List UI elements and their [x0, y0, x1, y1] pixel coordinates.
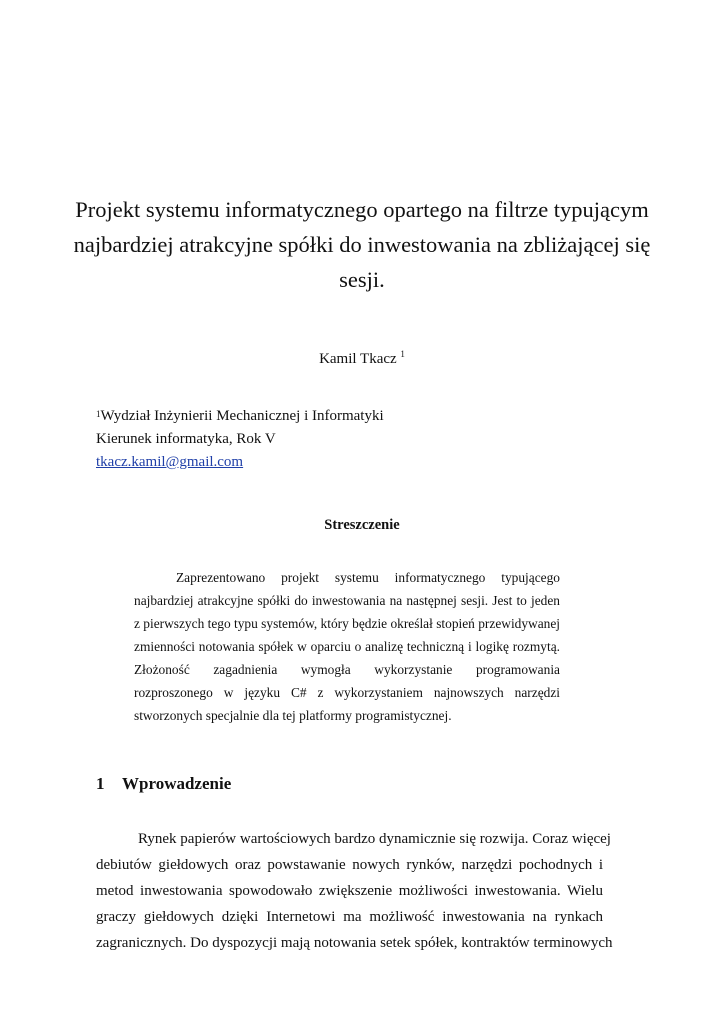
- affiliation-block: [96, 405, 384, 474]
- paper-title: [60, 192, 664, 297]
- body-line: Rynek papierów wartościowych bardzo dynamicznie się rozwija. Coraz więcej: [138, 831, 611, 847]
- affiliation-program: Kierunek informatyka, Rok V: [96, 431, 276, 447]
- body-line: graczy giełdowych dzięki Internetowi ma możliwość inwestowania na rynkach: [96, 909, 603, 925]
- abstract-line: z pierwszych tego typu systemów, który będzie określał stopień przewidywanej: [134, 616, 561, 631]
- abstract-line: rozproszonego w języku C# z wykorzystaniem najnowszych narzędzi: [134, 685, 560, 700]
- author-affiliation-marker: 1: [400, 349, 405, 359]
- abstract-line: Zaprezentowano projekt systemu informatycznego typującego: [176, 570, 560, 585]
- abstract-heading: Streszczenie: [324, 517, 400, 533]
- title-line: najbardziej atrakcyjne spółki do inwestowania na zbliżającej się: [73, 232, 651, 257]
- section-body: [96, 826, 613, 956]
- affiliation-department-line: [96, 405, 384, 428]
- author: [0, 351, 724, 368]
- title-line: sesji.: [339, 267, 385, 292]
- affiliation-marker: 1: [96, 409, 101, 419]
- abstract-line: najbardziej atrakcyjne spółki do inwestowania na następnej sesji. Jest to jeden: [134, 593, 560, 608]
- abstract-line: stworzonych specjalnie dla tej platformy programistycznej.: [134, 708, 452, 723]
- author-email-link[interactable]: tkacz.kamil@gmail.com: [96, 454, 244, 470]
- body-line: debiutów giełdowych oraz powstawanie nowych rynków, narzędzi pochodnych i: [96, 857, 603, 873]
- section-number: 1: [96, 774, 105, 793]
- author-name: Kamil Tkacz: [319, 351, 397, 367]
- abstract-line: Złożoność zagadnienia wymogła wykorzystanie programowania: [134, 662, 560, 677]
- body-line: zagranicznych. Do dyspozycji mają notowania setek spółek, kontraktów terminowych: [96, 935, 613, 951]
- abstract-line: zmienności notowania spółek w oparciu o analizę techniczną i logikę rozmytą.: [134, 639, 560, 654]
- body-line: metod inwestowania spowodowało zwiększenie możliwości inwestowania. Wielu: [96, 883, 603, 899]
- affiliation-email-line: [96, 451, 384, 474]
- affiliation-department: Wydział Inżynierii Mechanicznej i Informatyki: [100, 408, 384, 424]
- section-heading: [96, 774, 231, 794]
- title-line: Projekt systemu informatycznego opartego na filtrze typującym: [75, 197, 649, 222]
- section-title: Wprowadzenie: [122, 774, 232, 793]
- abstract-text: [134, 566, 560, 727]
